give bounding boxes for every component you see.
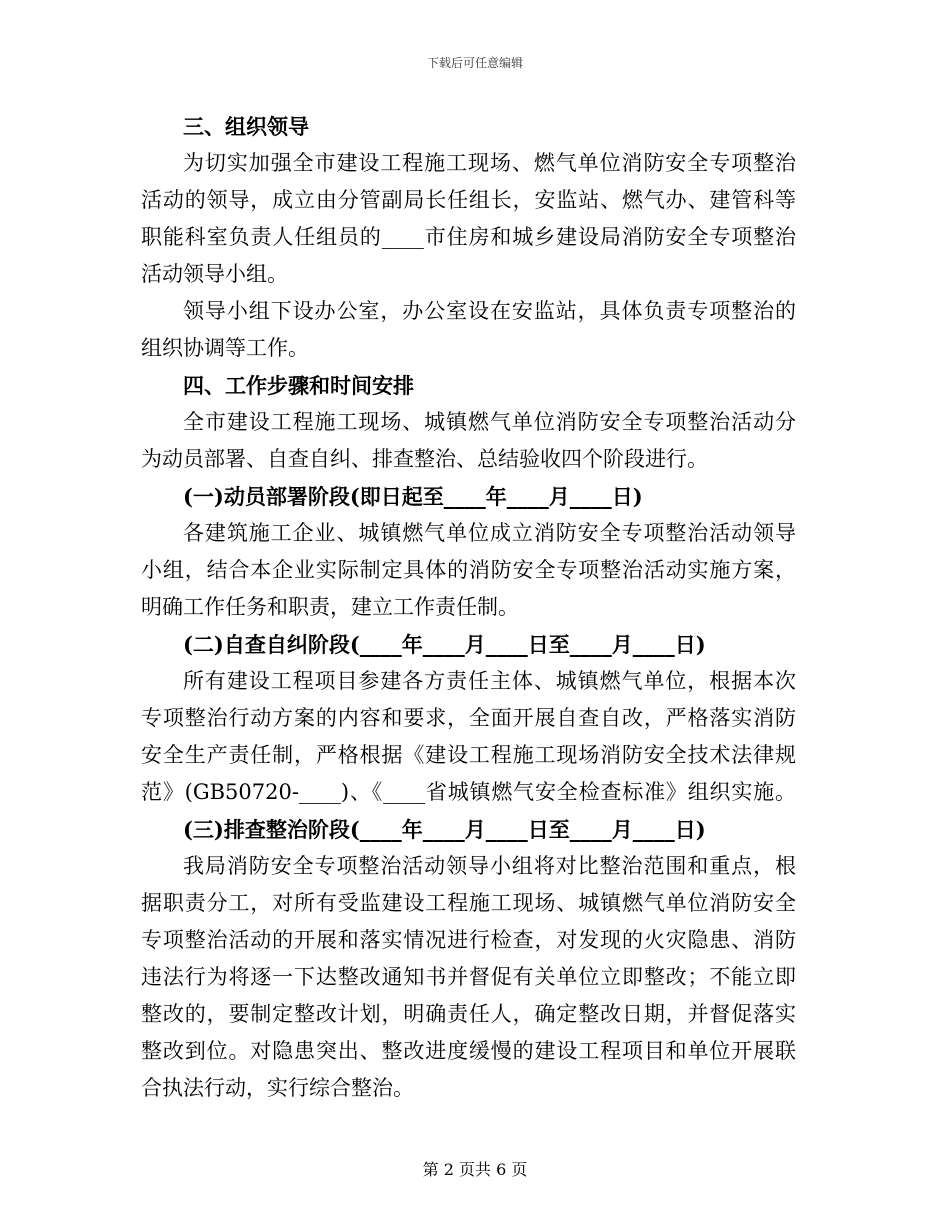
section-heading: (三)排查整治阶段(____年____月____日至____月____日): [183, 817, 706, 842]
section-heading: 四、工作步骤和时间安排: [183, 373, 414, 398]
paragraph-line: 为动员部署、自查自纠、排查整治、总结验收四个阶段进行。: [141, 447, 708, 471]
paragraph-line: 范》(GB50720-____)、《____省城镇燃气安全检查标准》组织实施。: [141, 780, 796, 804]
paragraph-line: 全市建设工程施工现场、城镇燃气单位消防安全专项整治活动分: [183, 410, 796, 434]
paragraph-line: 专项整治活动的开展和落实情况进行检查，对发现的火灾隐患、消防: [141, 928, 796, 952]
paragraph-line: 为切实加强全市建设工程施工现场、燃气单位消防安全专项整治: [183, 151, 796, 175]
paragraph-line: 整改的，要制定整改计划，明确责任人，确定整改日期，并督促落实: [141, 1002, 796, 1026]
paragraph-line: 所有建设工程项目参建各方责任主体、城镇燃气单位，根据本次: [183, 669, 796, 693]
paragraph-line: 明确工作任务和职责，建立工作责任制。: [141, 595, 519, 619]
page-footer: 第 2 页共 6 页: [422, 1160, 528, 1179]
document-body: [141, 108, 796, 1107]
paragraph-line: 活动领导小组。: [141, 262, 288, 286]
paragraph-line: 安全生产责任制，严格根据《建设工程施工现场消防安全技术法律规: [141, 743, 796, 767]
paragraph-line: 小组，结合本企业实际制定具体的消防安全专项整治活动实施方案，: [141, 558, 796, 582]
paragraph-line: 组织协调等工作。: [141, 336, 309, 360]
paragraph-line: 职能科室负责人任组员的____市住房和城乡建设局消防安全专项整治: [141, 225, 796, 249]
paragraph-line: 我局消防安全专项整治活动领导小组将对比整治范围和重点，根: [183, 854, 796, 878]
paragraph-line: 活动的领导，成立由分管副局长任组长，安监站、燃气办、建管科等: [141, 188, 796, 212]
section-heading: (二)自查自纠阶段(____年____月____日至____月____日): [183, 632, 706, 657]
section-heading: (一)动员部署阶段(即日起至____年____月____日): [183, 484, 643, 509]
paragraph-line: 整改到位。对隐患突出、整改进度缓慢的建设工程项目和单位开展联: [141, 1039, 796, 1063]
paragraph-line: 领导小组下设办公室，办公室设在安监站，具体负责专项整治的: [183, 299, 796, 323]
paragraph-line: 专项整治行动方案的内容和要求，全面开展自查自改，严格落实消防: [141, 706, 796, 730]
paragraph-line: 违法行为将逐一下达整改通知书并督促有关单位立即整改；不能立即: [141, 965, 796, 989]
paragraph-line: 合执法行动，实行综合整治。: [141, 1076, 414, 1100]
paragraph-line: 各建筑施工企业、城镇燃气单位成立消防安全专项整治活动领导: [183, 521, 796, 545]
section-heading: 三、组织领导: [183, 114, 309, 139]
page-header: 下载后可任意编辑: [426, 56, 523, 70]
paragraph-line: 据职责分工，对所有受监建设工程施工现场、城镇燃气单位消防安全: [141, 891, 796, 915]
